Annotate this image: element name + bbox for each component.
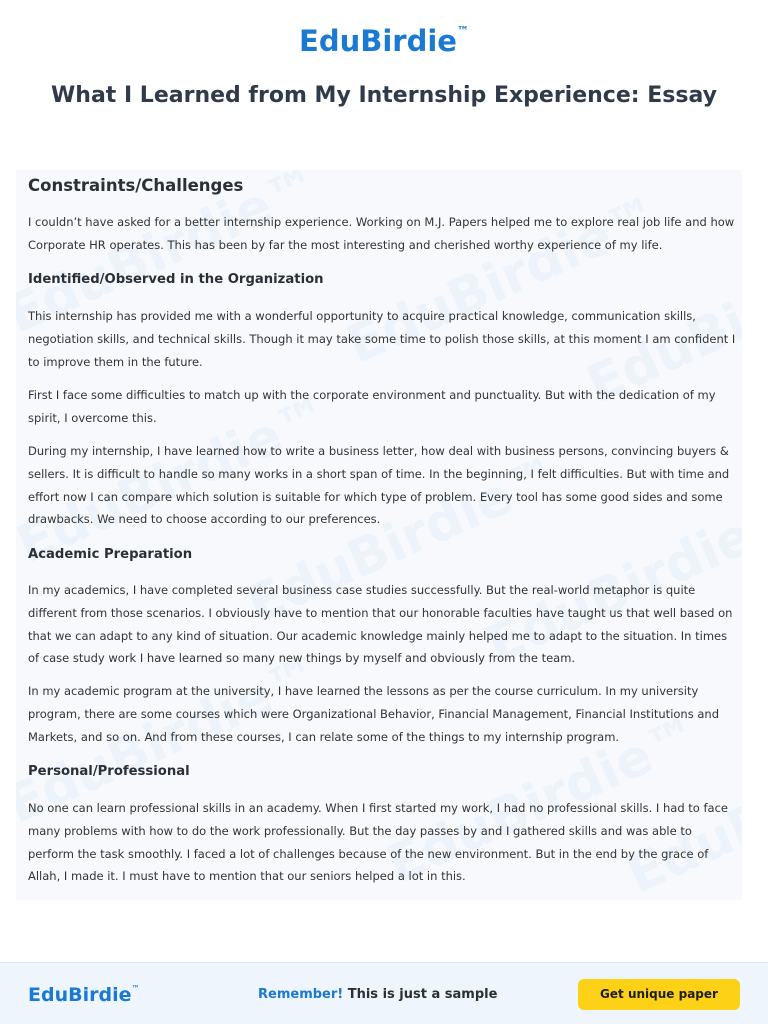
paragraph: First I face some difficulties to match up with the corporate environment and punctuality. But with the dedication of my spirit, I overcome this. bbox=[28, 388, 716, 425]
header-logo[interactable] bbox=[0, 24, 768, 58]
logo-tm: ™ bbox=[456, 24, 469, 38]
sample-notice bbox=[258, 987, 497, 1002]
paragraph: In my academics, I have completed several business case studies successfully. But the real-world metaphor is quite different from those scenarios. I obviously have to mention that our honorable faculties have taught us that well based on that we can adapt to any kind of situation. Our academic knowledge mainly helped me to adapt to the situation. In times of case study work I have learned so many new things by myself and obviously from the team. bbox=[28, 583, 733, 666]
page-title: What I Learned from My Internship Experience: Essay bbox=[51, 83, 717, 108]
sample-note: This is just a sample bbox=[343, 987, 498, 1002]
get-unique-paper-button[interactable]: Get unique paper bbox=[578, 979, 740, 1010]
footer-logo[interactable] bbox=[28, 984, 139, 1006]
footer-logo-tm: ™ bbox=[131, 984, 140, 993]
paragraph: During my internship, I have learned how to write a business letter, how deal with business persons, convincing buyers & sellers. It is difficult to handle so many works in a short span of time. In the beginning, I felt difficulties. But with time and effort now I can compare which solution is suitable for which type of problem. Every tool has some good sides and some drawbacks. We need to choose according to our preferences. bbox=[28, 444, 730, 527]
essay-body bbox=[16, 170, 742, 900]
remember-label: Remember! bbox=[258, 987, 344, 1002]
logo-text: EduBirdie bbox=[299, 24, 457, 58]
paragraph: No one can learn professional skills in an academy. When I first started my work, I had no professional skills. I had to face many problems with how to do the work professionally. But the day passes by and I gathered skills and was able to perform the task smoothly. I faced a lot of challenges because of the new environment. But in the end by the grace of Allah, I made it. I must have to mention that our seniors helped a lot in this. bbox=[28, 801, 728, 884]
paragraph: In my academic program at the university, I have learned the lessons as per the course curriculum. In my university program, there are some courses which were Organizational Behavior, Financial Management, Financial Institutions and Markets, and so on. And from these courses, I can relate some of the things to my internship program. bbox=[28, 684, 719, 744]
paragraph: I couldn’t have asked for a better internship experience. Working on M.J. Papers helped me to explore real job life and how Corporate HR operates. This has been by far the most interesting and cherished worthy experience of my life. bbox=[28, 215, 735, 252]
sub-heading: Academic Preparation bbox=[28, 547, 193, 562]
footer-logo-text: EduBirdie bbox=[28, 984, 132, 1006]
paragraph: This internship has provided me with a wonderful opportunity to acquire practical knowledge, communication skills, negotiation skills, and technical skills. Though it may take some time to polish those skills, at this moment I am confident I to improve them in the future. bbox=[28, 309, 736, 369]
sub-heading: Personal/Professional bbox=[28, 764, 190, 779]
sub-heading: Identified/Observed in the Organization bbox=[28, 272, 324, 287]
section-heading: Constraints/Challenges bbox=[28, 176, 244, 195]
